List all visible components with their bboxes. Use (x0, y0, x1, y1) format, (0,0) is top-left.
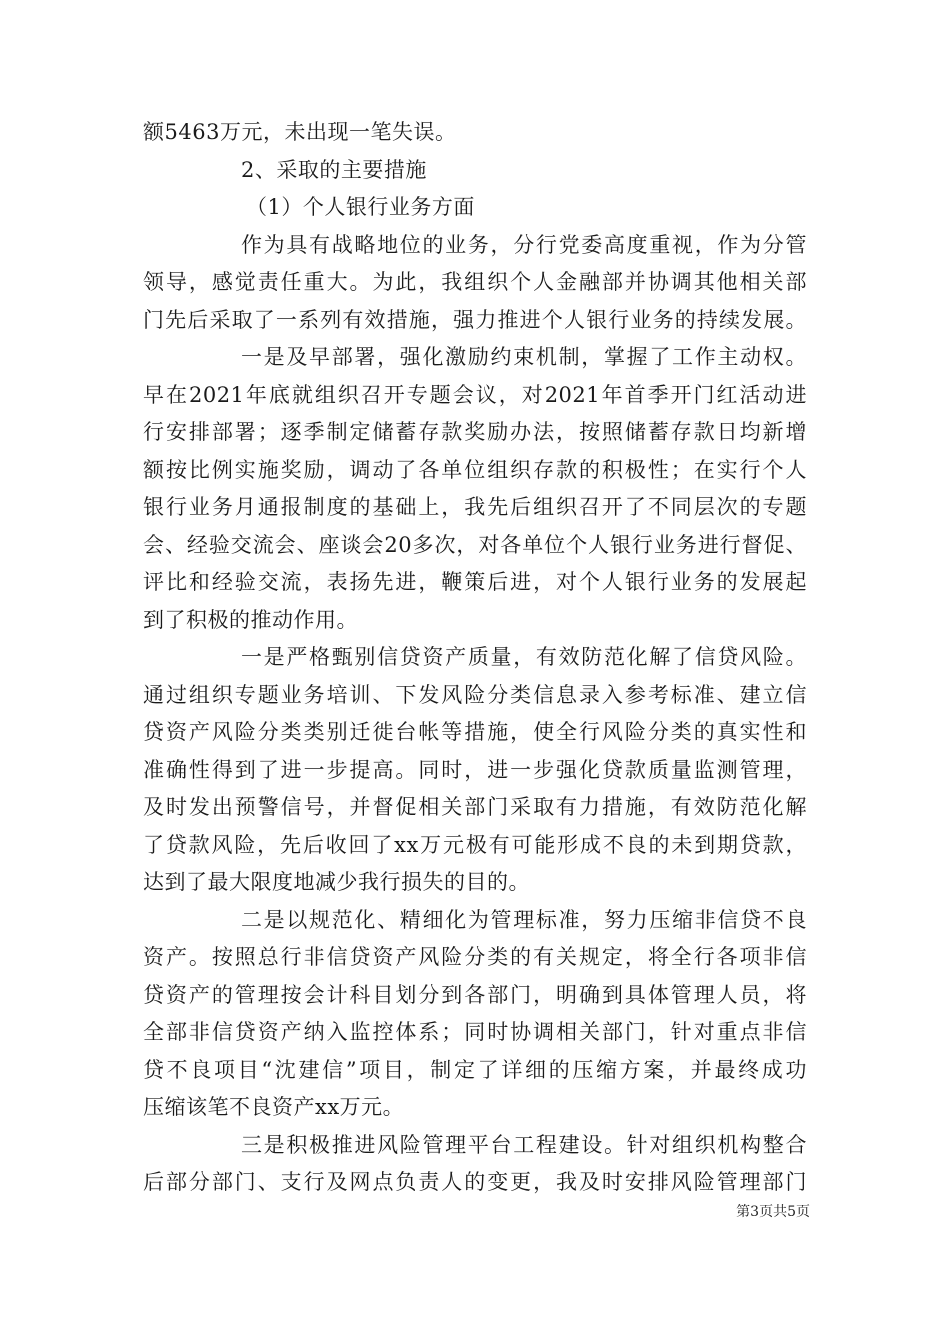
text-line: 一是及早部署，强化激励约束机制，掌握了工作主动权。 (241, 345, 807, 369)
text-line: 了贷款风险，先后收回了xx万元极有可能形成不良的未到期贷款， (143, 832, 807, 857)
text-line: 贷资产风险分类类别迁徙台帐等措施，使全行风险分类的真实性和 (143, 720, 807, 744)
text-line: 早在2021年底就组织召开专题会议，对2021年首季开门红活动进 (143, 382, 807, 407)
text-line: 全部非信贷资产纳入监控体系；同时协调相关部门，针对重点非信 (143, 1020, 807, 1044)
text-line: 到了积极的推动作用。 (143, 607, 358, 632)
text-line: 额按比例实施奖励，调动了各单位组织存款的积极性；在实行个人 (143, 457, 807, 482)
text-line: 额5463万元，未出现一笔失误。 (143, 120, 457, 144)
text-line: 行安排部署；逐季制定储蓄存款奖励办法，按照储蓄存款日均新增 (143, 420, 807, 444)
text-line: 后部分部门、支行及网点负责人的变更，我及时安排风险管理部门 (143, 1170, 807, 1194)
text-line: 门先后采取了一系列有效措施，强力推进个人银行业务的持续发展。 (143, 307, 807, 332)
text-line: 一是严格甄别信贷资产质量，有效防范化解了信贷风险。 (241, 645, 807, 669)
text-line: 银行业务月通报制度的基础上，我先后组织召开了不同层次的专题 (143, 495, 807, 519)
text-line: 会、经验交流会、座谈会20多次，对各单位个人银行业务进行督促、 (143, 532, 807, 557)
text-line: （1）个人银行业务方面 (246, 195, 475, 219)
text-line: 领导，感觉责任重大。为此，我组织个人金融部并协调其他相关部 (143, 270, 807, 294)
text-line: 二是以规范化、精细化为管理标准，努力压缩非信贷不良 (241, 907, 807, 932)
text-line: 准确性得到了进一步提高。同时，进一步强化贷款质量监测管理， (143, 757, 807, 782)
text-line: 压缩该笔不良资产xx万元。 (143, 1095, 405, 1119)
text-line: 达到了最大限度地减少我行损失的目的。 (143, 870, 530, 894)
text-line: 2、采取的主要措施 (241, 157, 427, 182)
text-line: 贷资产的管理按会计科目划分到各部门，明确到具体管理人员，将 (143, 982, 807, 1007)
text-line: 通过组织专题业务培训、下发风险分类信息录入参考标准、建立信 (143, 682, 807, 707)
text-line: 资产。按照总行非信贷资产风险分类的有关规定，将全行各项非信 (143, 945, 807, 969)
text-line: 作为具有战略地位的业务，分行党委高度重视，作为分管 (241, 232, 807, 257)
text-line: 评比和经验交流，表扬先进，鞭策后进，对个人银行业务的发展起 (143, 570, 807, 594)
page-footer: 第3页共5页 (736, 1204, 810, 1220)
text-line: 贷不良项目“沈建信”项目，制定了详细的压缩方案，并最终成功 (143, 1057, 807, 1082)
document-body (143, 114, 807, 1202)
text-line: 及时发出预警信号，并督促相关部门采取有力措施，有效防范化解 (143, 795, 807, 819)
text-line: 三是积极推进风险管理平台工程建设。针对组织机构整合 (241, 1132, 807, 1157)
